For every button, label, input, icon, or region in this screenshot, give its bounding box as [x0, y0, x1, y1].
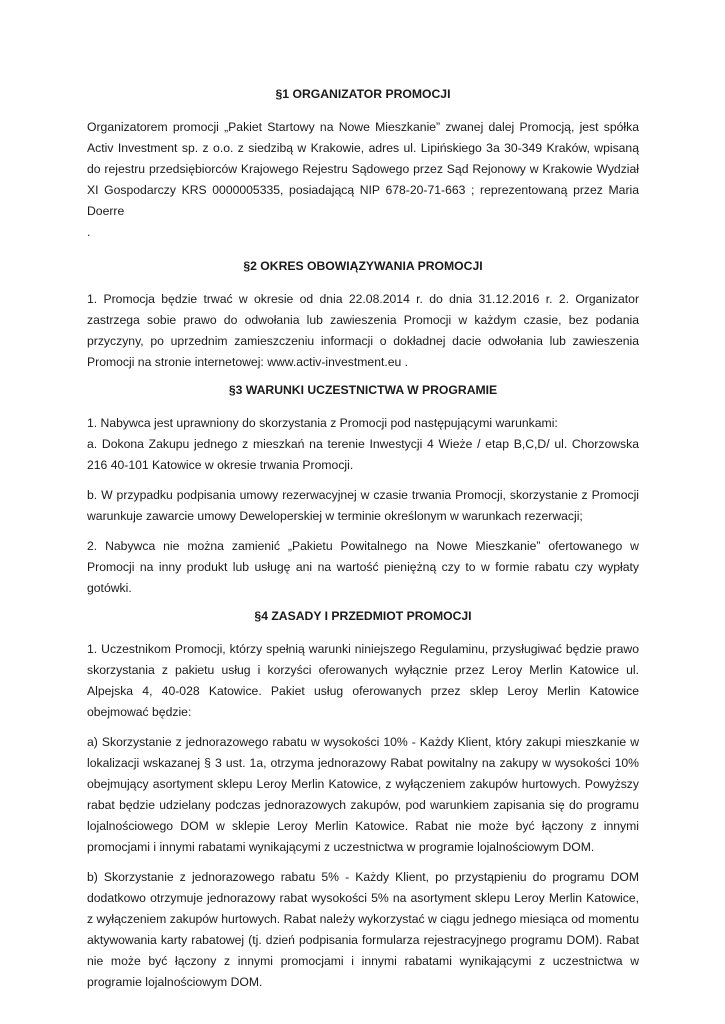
section-4-paragraph-1: 1. Uczestnikom Promocji, którzy spełnią warunki niniejszego Regulaminu, przysługiwać będzie prawo skorzystania z pakietu usług i korzyści oferowanych wyłącznie przez Leroy Merlin Katowice ul. Alpejska 4, 40-028 Katowice. Pakiet usług oferowanych przez sklep Leroy Merlin Katowice obejmować będzie: [87, 642, 639, 719]
document-page [87, 86, 639, 1002]
section-1-heading: §1 ORGANIZATOR PROMOCJI [275, 87, 451, 101]
section-3-line-2: a. Dokona Zakupu jednego z mieszkań na terenie Inwestycji 4 Wieże / etap B,C,D/ ul. Chorzowska 216 40-101 Katowice w okresie trwania Promocji. [87, 437, 639, 472]
section-2-paragraph: 1. Promocja będzie trwać w okresie od dnia 22.08.2014 r. do dnia 31.12.2016 r. 2. Organizator zastrzega sobie prawo do odwołania lub zawieszenia Promocji w każdym czasie, bez podania przyczyny, po uprzednim zamieszczeniu informacji o dokładnej dacie odwołania lub zawieszenia Promocji na stronie internetowej: www.activ-investment.eu . [87, 292, 639, 369]
section-3-paragraph-3: 2. Nabywca nie można zamienić „Pakietu Powitalnego na Nowe Mieszkanie” ofertowanego w Promocji na inny produkt lub usługę ani na wartość pieniężną czy to w formie rabatu czy wypłaty gotówki. [87, 539, 639, 595]
section-3-heading: §3 WARUNKI UCZESTNICTWA W PROGRAMIE [228, 383, 498, 397]
section-4-heading: §4 ZASADY I PRZEDMIOT PROMOCJI [254, 609, 472, 623]
section-1-paragraph [87, 117, 639, 243]
section-4-paragraph-3: b) Skorzystanie z jednorazowego rabatu 5% - Każdy Klient, po przystąpieniu do programu DOM dodatkowo otrzymuje jednorazowy rabat wysokości 5% na asortyment sklepu Leroy Merlin Katowice, z wyłączeniem zakupów hurtowych. Rabat należy wykorzystać w ciągu jednego miesiąca od momentu aktywowania karty rabatowej (tj. dzień podpisania formularza rejestracyjnego programu DOM). Rabat nie może być łączony z innymi promocjami i innymi rabatami wynikającymi z uczestnictwa w programie lojalnościowym DOM. [87, 870, 639, 989]
section-1-end-mark: . [87, 225, 91, 239]
section-3-paragraph-2: b. W przypadku podpisania umowy rezerwacyjnej w czasie trwania Promocji, skorzystanie z Promocji warunkuje zawarcie umowy Deweloperskiej w terminie określonym w warunkach rezerwacji; [87, 488, 639, 523]
section-2-heading: §2 OKRES OBOWIĄZYWANIA PROMOCJI [243, 259, 483, 273]
section-3-paragraph-1 [87, 413, 639, 476]
section-1-text: Organizatorem promocji „Pakiet Startowy na Nowe Mieszkanie” zwanej dalej Promocją, jest spółka Activ Investment sp. z o.o. z siedzibą w Krakowie, adres ul. Lipińskiego 3a 30-349 Kraków, wpisaną do rejestru przedsiębiorców Krajowego Rejestru Sądowego przez Sąd Rejonowy w Krakowie Wydział XI Gospodarczy KRS 0000005335, posiadającą NIP 678-20-71-663 ; reprezentowaną przez Maria Doerre [87, 120, 639, 218]
section-3-line-1: 1. Nabywca jest uprawniony do skorzystania z Promocji pod następującymi warunkami: [87, 416, 558, 430]
section-4-paragraph-2: a) Skorzystanie z jednorazowego rabatu w wysokości 10% - Każdy Klient, który zakupi mieszkanie w lokalizacji wskazanej § 3 ust. 1a, otrzyma jednorazowy Rabat powitalny na zakupy w wysokości 10% obejmujący asortyment sklepu Leroy Merlin Katowice, z wyłączeniem zakupów hurtowych. Powyższy rabat będzie udzielany podczas jednorazowych zakupów, pod warunkiem zapisania się do programu lojalnościowego DOM w sklepie Leroy Merlin Katowice. Rabat nie może być łączony z innymi promocjami i innymi rabatami wynikającymi z uczestnictwa w programie lojalnościowym DOM. [87, 735, 639, 854]
